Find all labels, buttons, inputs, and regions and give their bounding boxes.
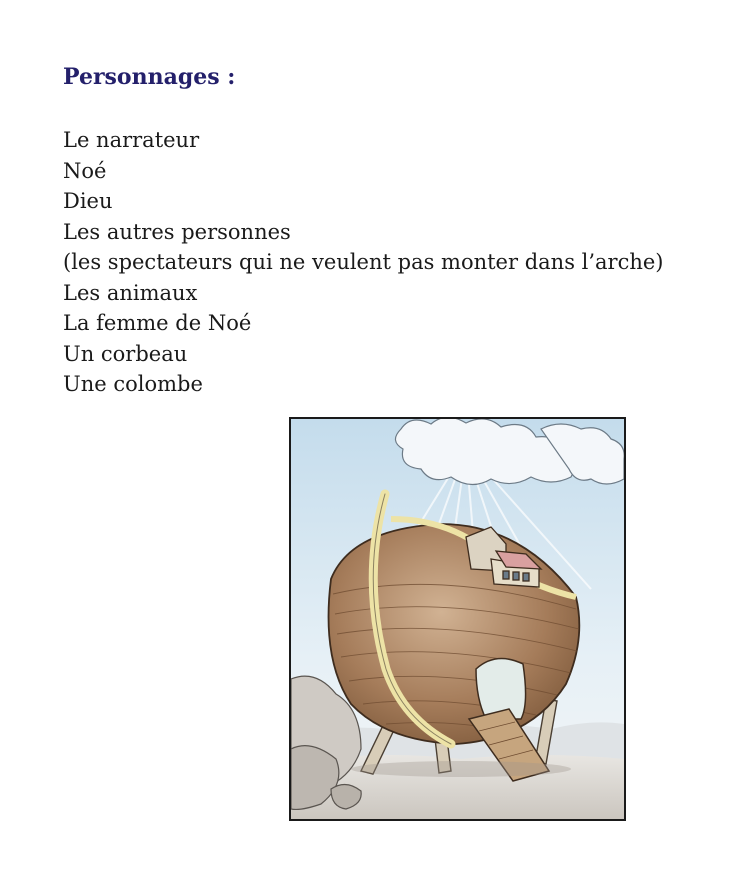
character-note: (les spectateurs qui ne veulent pas monter dans l’arche)	[63, 250, 664, 274]
character-list	[63, 125, 664, 400]
ark-drawing	[291, 419, 624, 819]
character-item: Noé	[63, 158, 107, 183]
character-item: Le narrateur	[63, 128, 200, 152]
character-item: Dieu	[63, 189, 113, 213]
character-item: Une colombe	[63, 372, 203, 396]
noahs-ark-illustration	[289, 417, 626, 821]
clouds	[395, 419, 624, 485]
character-item: Les autres personnes	[63, 219, 291, 244]
character-item: Les animaux	[63, 280, 198, 305]
character-item: La femme de Noé	[63, 311, 252, 335]
character-item: Un corbeau	[63, 341, 188, 366]
ark-shadow	[351, 761, 571, 777]
characters-heading: Personnages :	[63, 64, 236, 90]
ark-door	[476, 659, 526, 719]
